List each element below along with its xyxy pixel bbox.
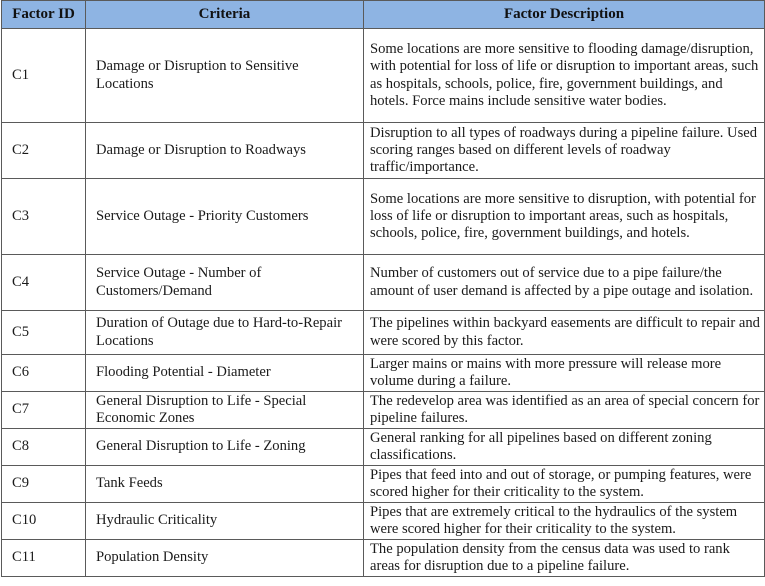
header-row <box>2 1 765 29</box>
table-row <box>2 540 765 577</box>
description-cell: The population density from the census data was used to rank areas for disruption due to a pipeline failure. <box>364 540 765 577</box>
factor-id-cell: C9 <box>2 466 86 503</box>
description-cell: Number of customers out of service due to a pipe failure/the amount of user demand is affected by a pipe outage and isolation. <box>364 255 765 311</box>
criteria-cell: General Disruption to Life - Zoning <box>86 429 364 466</box>
table-row <box>2 429 765 466</box>
criteria-cell: Damage or Disruption to Roadways <box>86 123 364 179</box>
header-factor-id: Factor ID <box>2 1 86 29</box>
header-criteria: Criteria <box>86 1 364 29</box>
description-cell: Disruption to all types of roadways during a pipeline failure. Used scoring ranges based on different levels of roadway traffic/importance. <box>364 123 765 179</box>
description-cell: The pipelines within backyard easements are difficult to repair and were scored by this factor. <box>364 311 765 355</box>
criteria-cell: General Disruption to Life - Special Economic Zones <box>86 392 364 429</box>
table-row <box>2 466 765 503</box>
description-cell: Some locations are more sensitive to flooding damage/disruption, with potential for loss of life or disruption to important areas, such as hospitals, schools, police, fire, government buildings, and hotels. Force mains include sensitive water bodies. <box>364 29 765 123</box>
description-cell: Pipes that feed into and out of storage, or pumping features, were scored higher for their criticality to the system. <box>364 466 765 503</box>
table-row <box>2 179 765 255</box>
factor-id-cell: C5 <box>2 311 86 355</box>
criteria-cell: Hydraulic Criticality <box>86 503 364 540</box>
table-row <box>2 392 765 429</box>
factor-id-cell: C1 <box>2 29 86 123</box>
factor-id-cell: C11 <box>2 540 86 577</box>
factor-id-cell: C10 <box>2 503 86 540</box>
description-cell: General ranking for all pipelines based on different zoning classifications. <box>364 429 765 466</box>
table-row <box>2 311 765 355</box>
criteria-cell: Service Outage - Priority Customers <box>86 179 364 255</box>
table-row <box>2 255 765 311</box>
criteria-cell: Service Outage - Number of Customers/Demand <box>86 255 364 311</box>
table-row <box>2 123 765 179</box>
factor-id-cell: C6 <box>2 355 86 392</box>
table-row <box>2 355 765 392</box>
factor-id-cell: C3 <box>2 179 86 255</box>
factor-table <box>1 0 765 577</box>
table-row <box>2 29 765 123</box>
description-cell: Larger mains or mains with more pressure will release more volume during a failure. <box>364 355 765 392</box>
header-factor-description: Factor Description <box>364 1 765 29</box>
criteria-cell: Tank Feeds <box>86 466 364 503</box>
criteria-cell: Flooding Potential - Diameter <box>86 355 364 392</box>
factor-id-cell: C7 <box>2 392 86 429</box>
criteria-cell: Duration of Outage due to Hard-to-Repair Locations <box>86 311 364 355</box>
factor-id-cell: C4 <box>2 255 86 311</box>
description-cell: Pipes that are extremely critical to the hydraulics of the system were scored higher for their criticality to the system. <box>364 503 765 540</box>
criteria-cell: Damage or Disruption to Sensitive Locations <box>86 29 364 123</box>
description-cell: The redevelop area was identified as an area of special concern for pipeline failures. <box>364 392 765 429</box>
description-cell: Some locations are more sensitive to disruption, with potential for loss of life or disruption to important areas, such as hospitals, schools, police, fire, government buildings, and hotels. <box>364 179 765 255</box>
factor-id-cell: C8 <box>2 429 86 466</box>
factor-id-cell: C2 <box>2 123 86 179</box>
table-row <box>2 503 765 540</box>
criteria-cell: Population Density <box>86 540 364 577</box>
